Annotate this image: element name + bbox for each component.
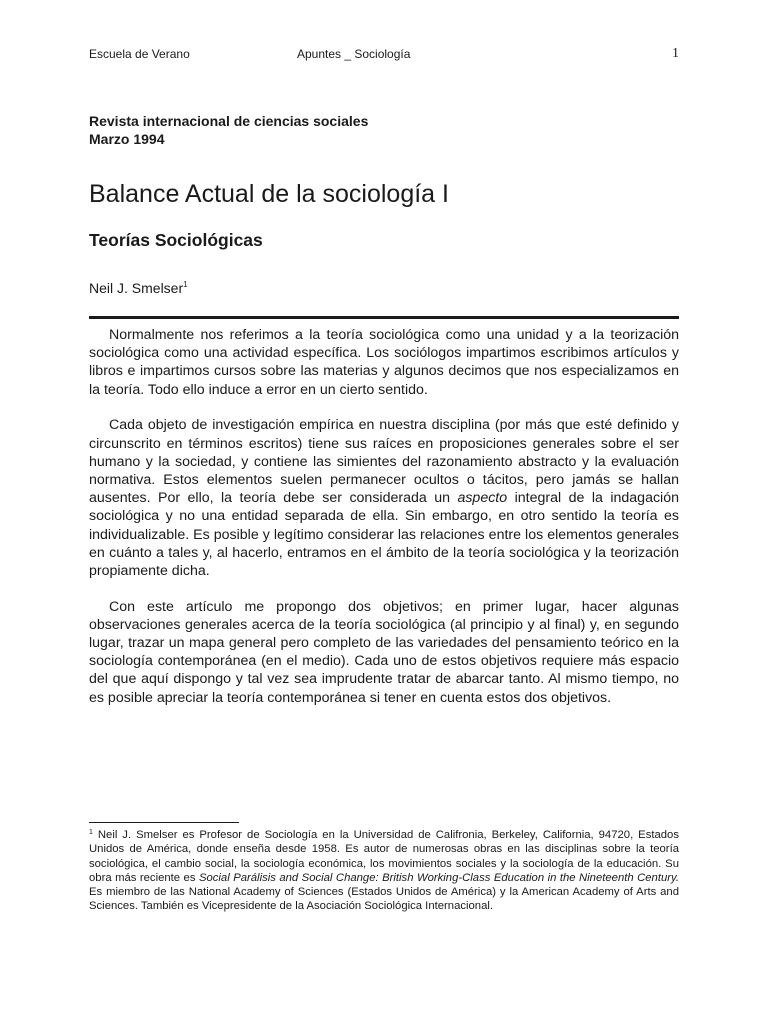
running-header-center: Apuntes _ Sociología <box>297 47 411 61</box>
author-footnote-mark: 1 <box>183 280 188 289</box>
page-number: 1 <box>672 46 679 61</box>
title-divider <box>89 316 679 319</box>
paragraph-1: Normalmente nos referimos a la teoría sociológica como una unidad y a la teorización sociológica como una actividad específica. Los sociólogos impartimos escribimos artículos y libros e impartimos cursos sobre las materias y algunos decimos que nos especializamos en la teoría. Todo ello induce a error en un cierto sentido. <box>89 327 679 398</box>
article-subtitle: Teorías Sociológicas <box>89 230 263 250</box>
paragraph-2-text-a: Cada objeto de investigación empírica en nuestra disciplina (por más que esté definido y circunscrito en términos escritos) tiene sus raíces en proposiciones generales sobre el ser humano y la sociedad, y contiene las simientes del razonamiento abstracto y la evaluación normativa. Estos elementos suelen permanecer ocultos o tácitos, pero jamás se hallan ausentes. Por ello, la teoría debe ser considerada un <box>89 417 679 507</box>
author-name: Neil J. Smelser <box>89 280 184 296</box>
paragraph-2 <box>89 416 679 580</box>
footnote-book-title: Social Parálisis and Social Change: British Working-Class Education in the Nineteenth Century. <box>198 871 679 884</box>
journal-date: Marzo 1994 <box>89 131 165 147</box>
footnote-text-a: Neil J. Smelser es Profesor de Sociología en la Universidad de Califronia, Berkeley, California, 94720, Estados Unidos de América, donde enseña desde 1958. Es autor de numerosas obras en las disciplinas sobre la teoría sociológica, el cambio social, la sociología económica, los movimientos sociales y la sociología de la educación. Su obra más reciente es <box>89 829 679 884</box>
running-header-left: Escuela de Verano <box>89 47 190 61</box>
paragraph-2-emphasis: aspecto <box>457 490 508 507</box>
paragraph-2-text-b: integral de la indagación sociológica y no una entidad separada de ella. Sin embargo, en otro sentido la teoría es individualizable. Es posible y legítimo considerar las relaciones entre los elementos generales en cuánto a tales y, al hacerlo, entramos en el ámbito de la teoría sociológica y la teorización propiamente dicha. <box>89 490 679 579</box>
author-line <box>89 276 188 297</box>
footnote-text-b: Es miembro de las National Academy of Sciences (Estados Unidos de América) y la American Academy of Arts and Sciences. También es Vicepresidente de la Asociación Sociológica Internacional. <box>89 886 679 913</box>
footnote-divider <box>89 822 239 823</box>
article-title: Balance Actual de la sociología I <box>89 180 449 208</box>
paragraph-3: Con este artículo me propongo dos objetivos; en primer lugar, hacer algunas observaciones generales acerca de la teoría sociológica (al principio y al final) y, en segundo lugar, trazar un mapa general pero completo de las variedades del pensamiento teórico en la sociología contemporánea (en el medio). Cada uno de estos objetivos requiere más espacio del que aquí dispongo y tal vez sea imprudente tratar de abarcar tanto. Al mismo tiempo, no es posible apreciar la teoría contemporánea si tener en cuenta estos dos objetivos. <box>89 598 679 706</box>
journal-name: Revista internacional de ciencias sociales <box>89 113 369 129</box>
footnote-mark: 1 <box>89 829 93 836</box>
footnote <box>89 826 679 914</box>
journal-info <box>89 112 368 148</box>
article-body <box>89 326 679 724</box>
